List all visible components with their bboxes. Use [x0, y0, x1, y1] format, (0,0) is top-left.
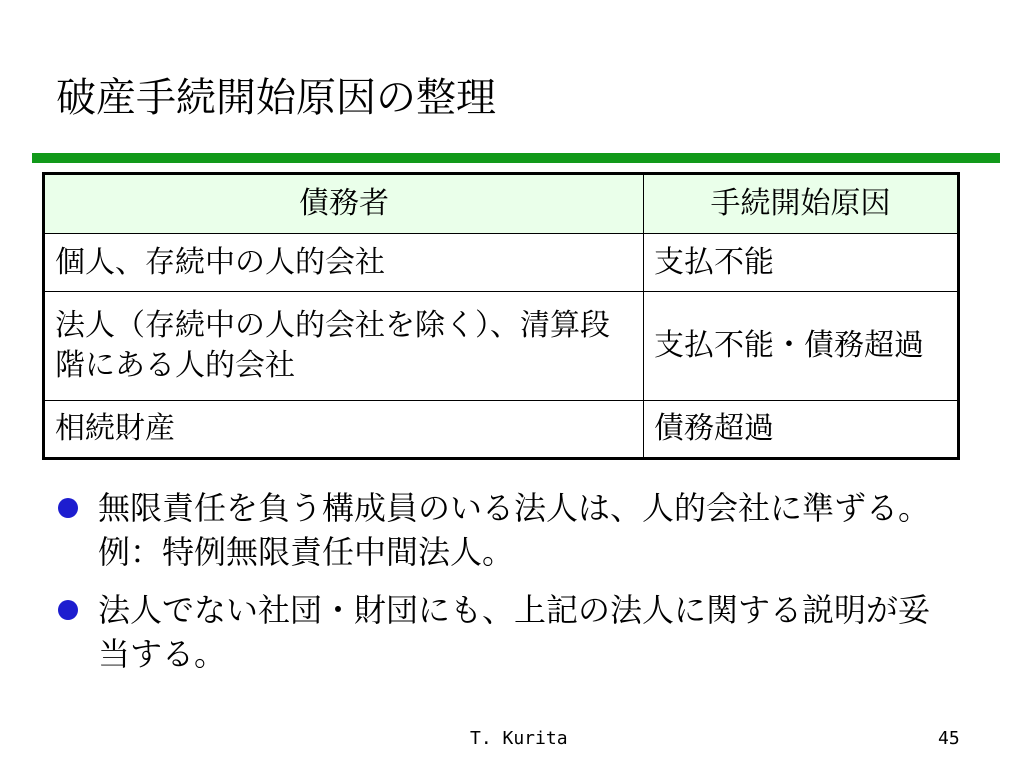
bullet-dot-icon	[58, 600, 78, 620]
table-header-row	[44, 174, 959, 234]
table-cell-debtor: 個人、存続中の人的会社	[44, 234, 644, 292]
header-cause: 手続開始原因	[644, 174, 959, 234]
cause-table	[42, 172, 960, 460]
bullet-dot-icon	[58, 498, 78, 518]
table-row	[44, 234, 959, 292]
list-item	[56, 588, 956, 676]
page-number: 45	[938, 728, 960, 749]
table-row	[44, 292, 959, 401]
footer-author: T. Kurita	[470, 728, 568, 749]
slide-title: 破産手続開始原因の整理	[56, 75, 496, 121]
header-debtor: 債務者	[44, 174, 644, 234]
bullet-list	[56, 486, 956, 690]
table-cell-cause: 支払不能・債務超過	[644, 292, 959, 401]
bullet-text: 無限責任を負う構成員のいる法人は、人的会社に準ずる。例：特例無限責任中間法人。	[98, 489, 931, 571]
table-cell-cause: 支払不能	[644, 234, 959, 292]
table-cell-debtor: 法人（存続中の人的会社を除く）、清算段階にある人的会社	[44, 292, 644, 401]
list-item	[56, 486, 956, 574]
table-cell-debtor: 相続財産	[44, 401, 644, 459]
title-underline	[32, 153, 1000, 163]
table-row	[44, 401, 959, 459]
bullet-text: 法人でない社団・財団にも、上記の法人に関する説明が妥当する。	[98, 591, 931, 673]
table-cell-cause: 債務超過	[644, 401, 959, 459]
